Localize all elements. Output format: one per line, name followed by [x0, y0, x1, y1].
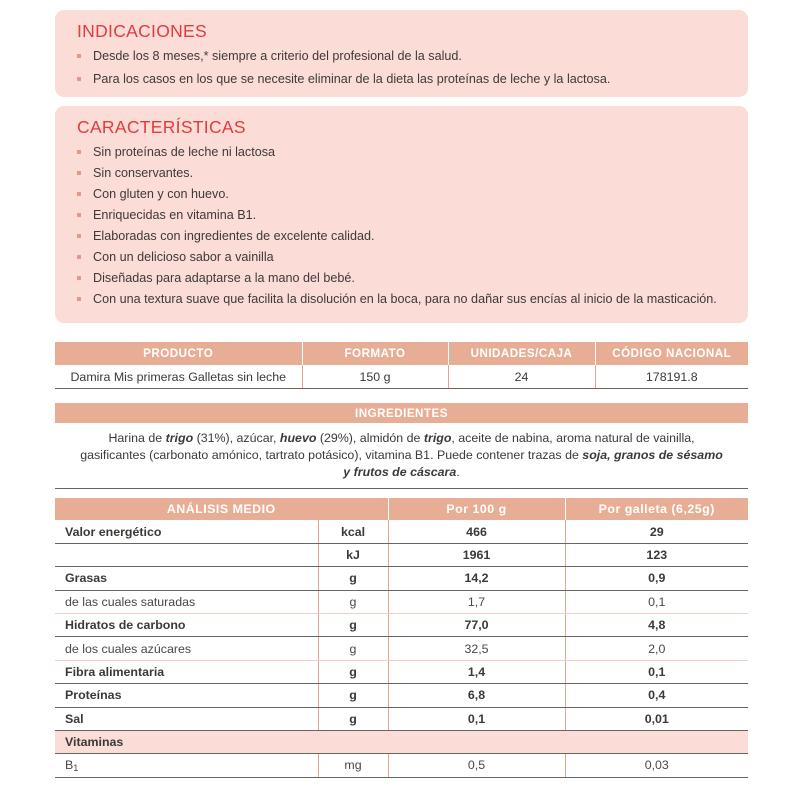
- caracteristicas-list: [71, 145, 732, 308]
- nutrient-value-per-100g: 1,7: [388, 590, 565, 613]
- bullet-square-icon: [77, 77, 81, 81]
- list-item-text: Enriquecidas en vitamina B1.: [93, 208, 257, 222]
- nutrition-section-label: Vitaminas: [55, 730, 748, 753]
- column-header-analisis-medio: ANÁLISIS MEDIO: [55, 498, 388, 520]
- bullet-square-icon: [77, 171, 81, 175]
- nutrition-header-row: [55, 498, 748, 520]
- nutrient-label: [55, 543, 318, 566]
- nutrient-value-per-unit: 0,4: [565, 684, 748, 707]
- table-row: [55, 567, 748, 590]
- bullet-square-icon: [77, 297, 81, 301]
- bullet-square-icon: [77, 276, 81, 280]
- column-header-codigo-nacional: CÓDIGO NACIONAL: [595, 342, 748, 365]
- nutrient-value-per-unit: 123: [565, 543, 748, 566]
- table-row: [55, 520, 748, 543]
- cell-formato: 150 g: [302, 365, 448, 389]
- table-row: [55, 365, 748, 389]
- nutrient-label: Sal: [55, 707, 318, 730]
- ingredient-text: (29%), almidón de: [316, 431, 424, 445]
- nutrient-value-per-unit: 4,8: [565, 613, 748, 636]
- cell-producto: Damira Mis primeras Galletas sin leche: [55, 365, 302, 389]
- nutrient-value-per-unit: 0,1: [565, 590, 748, 613]
- nutrient-value-per-100g: 0,1: [388, 707, 565, 730]
- nutrient-value-per-unit: 0,1: [565, 660, 748, 683]
- nutrient-value-per-unit: 0,01: [565, 707, 748, 730]
- section-header-ingredientes: INGREDIENTES: [55, 403, 748, 423]
- nutrient-value-per-100g: 6,8: [388, 684, 565, 707]
- table-row: [55, 613, 748, 636]
- list-item: [71, 145, 732, 161]
- nutrient-label: Fibra alimentaria: [55, 660, 318, 683]
- allergen-text: soja, granos de sésamo y frutos de cáscara: [343, 448, 723, 479]
- table-row: [55, 543, 748, 566]
- nutrient-unit: g: [318, 707, 388, 730]
- cell-unidades-caja: 24: [448, 365, 595, 389]
- column-header-unidades-caja: UNIDADES/CAJA: [448, 342, 595, 365]
- nutrient-unit: g: [318, 567, 388, 590]
- bullet-square-icon: [77, 192, 81, 196]
- list-item-text: Con gluten y con huevo.: [93, 187, 229, 201]
- list-item: [71, 72, 732, 88]
- list-item: [71, 187, 732, 203]
- nutrient-value-per-unit: 0,9: [565, 567, 748, 590]
- nutrient-label: Valor energético: [55, 520, 318, 543]
- list-item: [71, 208, 732, 224]
- list-item: [71, 229, 732, 245]
- list-item-text: Diseñadas para adaptarse a la mano del bebé.: [93, 271, 355, 285]
- nutrient-unit: kcal: [318, 520, 388, 543]
- nutrition-section-row: [55, 730, 748, 753]
- ingredient-text: , aceite de nabina, aroma natural de vainilla, gasificantes (carbonato amónico, tartrato potásico), vitamina B1. Puede contener trazas de: [80, 431, 695, 462]
- table-row: [55, 660, 748, 683]
- subscript: 1: [73, 763, 79, 774]
- nutrient-value-per-unit: 29: [565, 520, 748, 543]
- product-table: [55, 342, 748, 389]
- list-item-text: Sin conservantes.: [93, 166, 194, 180]
- nutrient-value-per-100g: 466: [388, 520, 565, 543]
- cell-codigo-nacional: 178191.8: [595, 365, 748, 389]
- bullet-square-icon: [77, 54, 81, 58]
- nutrient-unit: g: [318, 590, 388, 613]
- table-row: [55, 637, 748, 660]
- list-item-text: Desde los 8 meses,* siempre a criterio del profesional de la salud.: [93, 49, 462, 63]
- nutrient-label: de las cuales saturadas: [55, 590, 318, 613]
- column-header-por-galleta: Por galleta (6,25g): [565, 498, 748, 520]
- column-header-por-100g: Por 100 g: [388, 498, 565, 520]
- list-item-text: Elaboradas con ingredientes de excelente calidad.: [93, 229, 375, 243]
- bullet-square-icon: [77, 213, 81, 217]
- bullet-square-icon: [77, 234, 81, 238]
- nutrient-value-per-100g: 14,2: [388, 567, 565, 590]
- list-item: [71, 166, 732, 182]
- panel-title-indicaciones: INDICACIONES: [77, 21, 208, 41]
- nutrient-label: de los cuales azúcares: [55, 637, 318, 660]
- nutrient-value-per-unit: 0,03: [565, 754, 748, 777]
- nutrient-unit: g: [318, 684, 388, 707]
- nutrient-value-per-100g: 0,5: [388, 754, 565, 777]
- ingredients-header-row: [55, 403, 748, 423]
- nutrient-label: Hidratos de carbono: [55, 613, 318, 636]
- nutrient-label: Proteínas: [55, 684, 318, 707]
- column-header-formato: FORMATO: [302, 342, 448, 365]
- ingredient-text: (31%), azúcar,: [193, 431, 280, 445]
- panel-title-caracteristicas: CARACTERÍSTICAS: [77, 117, 246, 137]
- nutrient-label: Grasas: [55, 567, 318, 590]
- bullet-square-icon: [77, 150, 81, 154]
- nutrient-value-per-100g: 1961: [388, 543, 565, 566]
- nutrient-unit: g: [318, 637, 388, 660]
- list-item: [71, 250, 732, 266]
- list-item: [71, 49, 732, 65]
- table-row: [55, 590, 748, 613]
- bullet-square-icon: [77, 255, 81, 259]
- nutrient-unit: g: [318, 613, 388, 636]
- nutrient-label: $B_1$: [55, 754, 318, 777]
- list-item: [71, 271, 732, 287]
- nutrient-value-per-100g: 1,4: [388, 660, 565, 683]
- ingredients-header-table: [55, 403, 748, 423]
- table-row: [55, 754, 748, 777]
- allergen-text: trigo: [165, 431, 194, 445]
- nutrient-unit: kJ: [318, 543, 388, 566]
- indicaciones-list: [71, 49, 732, 87]
- list-item-text: Con un delicioso sabor a vainilla: [93, 250, 274, 264]
- panel-caracteristicas: [55, 106, 748, 323]
- nutrient-unit: g: [318, 660, 388, 683]
- nutrition-table: [55, 498, 748, 778]
- ingredients-text: [55, 424, 748, 489]
- list-item-text: Sin proteínas de leche ni lactosa: [93, 145, 276, 159]
- list-item: [71, 292, 732, 308]
- allergen-text: huevo: [279, 431, 317, 445]
- product-table-header-row: [55, 342, 748, 365]
- panel-indicaciones: [55, 10, 748, 97]
- allergen-text: trigo: [423, 431, 452, 445]
- nutrient-unit: mg: [318, 754, 388, 777]
- list-item-text: Con una textura suave que facilita la disolución en la boca, para no dañar sus encías al inicio de la masticación.: [93, 292, 717, 306]
- table-row: [55, 707, 748, 730]
- column-header-producto: PRODUCTO: [55, 342, 302, 365]
- nutrient-value-per-unit: 2,0: [565, 637, 748, 660]
- table-row: [55, 684, 748, 707]
- nutrient-value-per-100g: 32,5: [388, 637, 565, 660]
- ingredient-text: Harina de: [108, 431, 166, 445]
- ingredient-text: .: [456, 465, 460, 479]
- list-item-text: Para los casos en los que se necesite eliminar de la dieta las proteínas de leche y la lactosa.: [93, 71, 611, 86]
- nutrient-value-per-100g: 77,0: [388, 613, 565, 636]
